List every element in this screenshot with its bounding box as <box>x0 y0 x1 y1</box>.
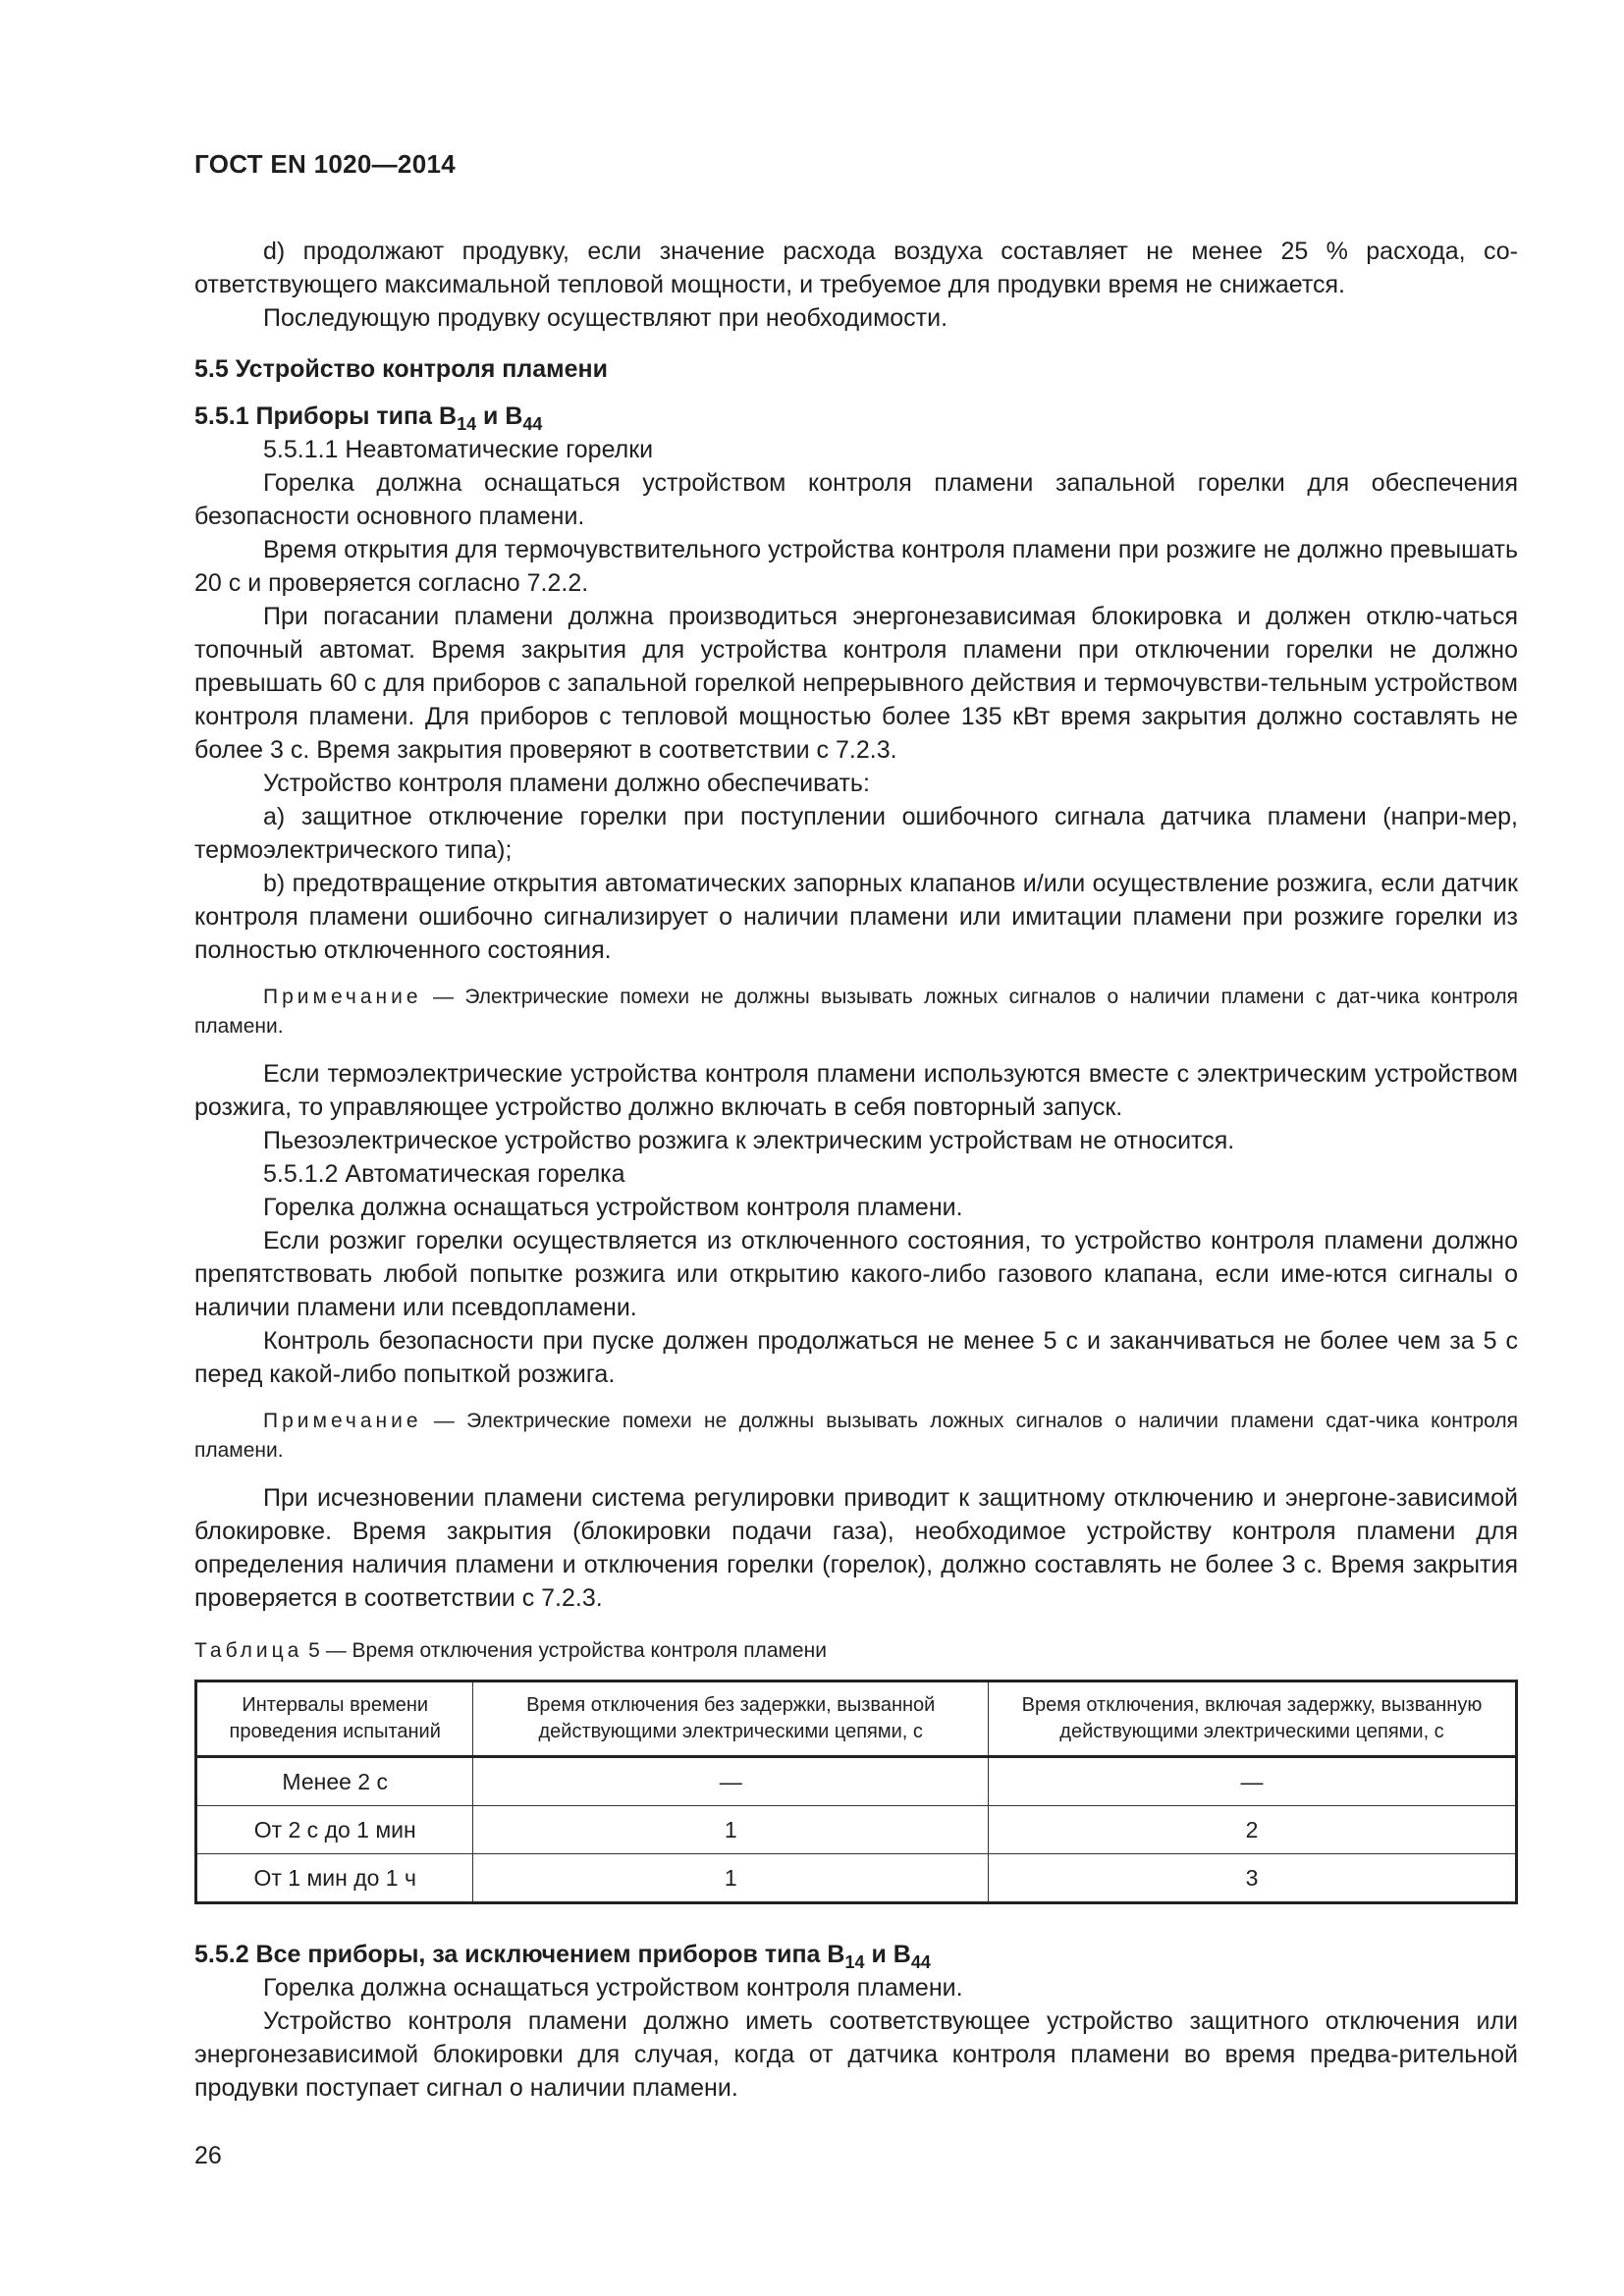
subsection-heading-5-5-1-2: 5.5.1.2 Автоматическая горелка <box>263 1160 625 1188</box>
paragraph: Если термоэлектрические устройства контроля пламени используются вместе с электрическим устройством розжига, то управляющее устройство должно включать в себя повторный запуск. <box>194 1060 1518 1121</box>
table-cell: 2 <box>988 1806 1516 1854</box>
paragraph: Время открытия для термочувствительного устройства контроля пламени при розжиге не должно превышать 20 с и проверяется согласно 7.2.2. <box>194 536 1518 597</box>
page-number: 26 <box>194 2142 222 2169</box>
section-heading-5-5: 5.5 Устройство контроля пламени <box>194 355 609 383</box>
note-1 <box>194 983 1518 1041</box>
paragraph: Если розжиг горелки осуществляется из отключенного состояния, то устройство контроля пламени должно препятствовать любой попытке розжига или открытию какого-либо газового клапана, если име-ются сигналы о наличии пламени или псевдопламени. <box>194 1227 1518 1321</box>
table-header-cell: Время отключения, включая задержку, вызванную действующими электрическими цепями, с <box>988 1682 1516 1757</box>
table-header-cell: Время отключения без задержки, вызванной действующими электрическими цепями, с <box>473 1682 989 1757</box>
paragraph: Горелка должна оснащаться устройством контроля пламени. <box>263 1974 963 2002</box>
paragraph: При исчезновении пламени система регулировки приводит к защитному отключению и энергоне-зависимой блокировке. Время закрытия (блокировки подачи газа), необходимое устройству контроля пламени для определения наличия пламени и отключения горелки (горелок), должно составлять не более 3 с. Время закрытия проверяется в соответствии с 7.2.3. <box>194 1484 1518 1612</box>
table-5 <box>194 1680 1518 1904</box>
note-label: Примечание <box>263 1410 422 1432</box>
subsection-heading-5-5-1-1: 5.5.1.1 Неавтоматические горелки <box>263 436 654 463</box>
paragraph: Контроль безопасности при пуске должен продолжаться не менее 5 с и заканчиваться не более чем за 5 с перед какой-либо попыткой розжига. <box>194 1327 1518 1388</box>
table-cell: Менее 2 с <box>196 1757 473 1806</box>
section-heading-5-5-1: 5.5.1 Приборы типа $B_{14}$ и $B_{44}$ <box>194 402 543 434</box>
list-item-d: d) продолжают продувку, если значение расхода воздуха составляет не менее 25 % расхода, со-ответствующего максимальной тепловой мощности, и требуемое для продувки время не снижается. <box>194 238 1518 298</box>
paragraph: Горелка должна оснащаться устройством контроля пламени. <box>263 1194 963 1221</box>
paragraph: При погасании пламени должна производиться энергонезависимая блокировка и должен отклю-чаться топочный автомат. Время закрытия для устройства контроля пламени при отключении горелки не должно превышать 60 с для приборов с запальной горелкой непрерывного действия и термочувстви-тельным устройством контроля пламени. Для приборов с тепловой мощностью более 135 кВт время закрытия должно составлять не более 3 с. Время закрытия проверяют в соответствии с 7.2.3. <box>194 603 1518 764</box>
table-cell: 1 <box>473 1806 989 1854</box>
table-row <box>196 1757 1517 1806</box>
document-code: ГОСТ EN 1020—2014 <box>194 149 456 179</box>
table-row <box>196 1854 1517 1903</box>
table-cell: 1 <box>473 1854 989 1903</box>
table-cell: От 1 мин до 1 ч <box>196 1854 473 1903</box>
table-header-row <box>196 1682 1517 1757</box>
table-cell: От 2 с до 1 мин <box>196 1806 473 1854</box>
paragraph-post-purge: Последующую продувку осуществляют при необходимости. <box>263 304 948 332</box>
page-content <box>194 147 1518 2105</box>
paragraph: Горелка должна оснащаться устройством контроля пламени запальной горелки для обеспечения безопасности основного пламени. <box>194 469 1518 530</box>
table-caption-label: Таблица <box>194 1639 303 1662</box>
section-heading-5-5-2: 5.5.2 Все приборы, за исключением приборов типа $B_{14}$ и $B_{44}$ <box>194 1941 931 1972</box>
table-caption <box>194 1634 1518 1668</box>
table-header-cell: Интервалы времени проведения испытаний <box>196 1682 473 1757</box>
table-cell: 3 <box>988 1854 1516 1903</box>
table-row <box>196 1806 1517 1854</box>
note-label: Примечание <box>263 986 422 1008</box>
note-text: — Электрические помехи не должны вызывать ложных сигналов о наличии пламени сдат-чика контроля пламени. <box>194 1410 1518 1462</box>
table-caption-text: 5 — Время отключения устройства контроля пламени <box>302 1639 827 1662</box>
list-item-a: а) защитное отключение горелки при поступлении ошибочного сигнала датчика пламени (напри-мер, термоэлектрического типа); <box>194 803 1518 864</box>
paragraph: Устройство контроля пламени должно обеспечивать: <box>263 770 870 797</box>
paragraph: Устройство контроля пламени должно иметь соответствующее устройство защитного отключения или энергонезависимой блокировки для случая, когда от датчика контроля пламени во время предва-рительной продувки поступает сигнал о наличии пламени. <box>194 2007 1518 2102</box>
note-text: — Электрические помехи не должны вызывать ложных сигналов о наличии пламени с дат-чика контроля пламени. <box>194 986 1518 1038</box>
note-2 <box>194 1407 1518 1466</box>
paragraph: Пьезоэлектрическое устройство розжига к электрическим устройствам не относится. <box>263 1127 1235 1154</box>
table-cell: — <box>988 1757 1516 1806</box>
table-cell: — <box>473 1757 989 1806</box>
list-item-b: b) предотвращение открытия автоматических запорных клапанов и/или осуществление розжига, если датчик контроля пламени ошибочно сигнализирует о наличии пламени или имитации пламени при розжиге горелки из полностью отключенного состояния. <box>194 870 1518 964</box>
